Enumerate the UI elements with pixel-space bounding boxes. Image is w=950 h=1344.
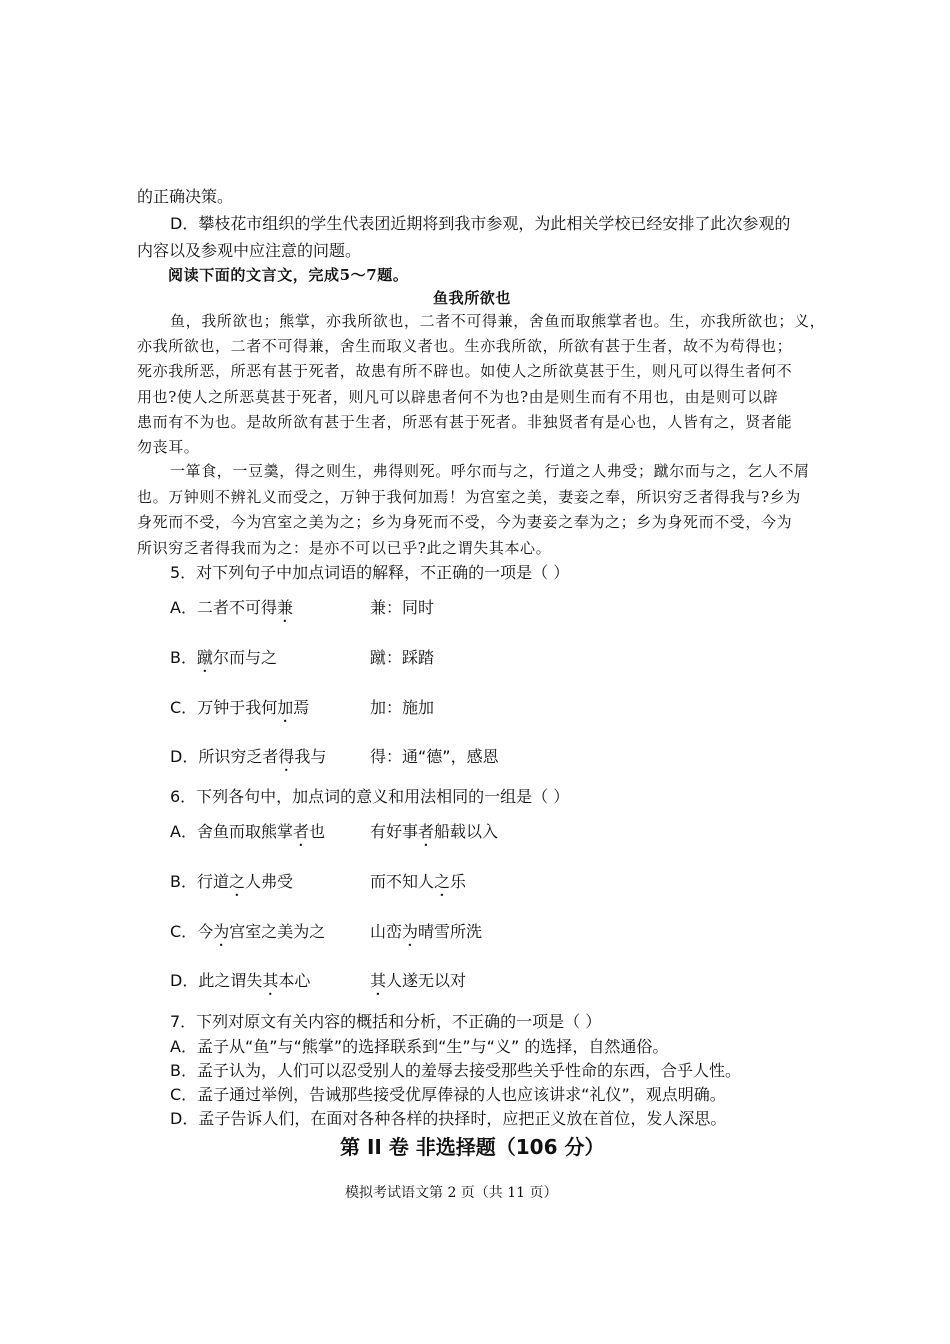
option-text: 舍鱼而取熊掌 (196, 822, 293, 841)
q6-option-d (170, 970, 310, 999)
q6-option-c-compare (370, 921, 482, 950)
passage-p2-line: 也。万钟则不辨礼义而受之，万钟于我何加焉！为宫室之美，妻妾之奉，所识穷乏者得我与?乡为 (137, 488, 801, 506)
q6-option-a (170, 821, 325, 850)
q7-option-d: D．孟子告诉人们，在面对各种各样的抉择时，应把正义放在首位，发人深思。 (170, 1109, 727, 1128)
dotted-word: 为 (402, 922, 419, 941)
option-letter: A． (170, 598, 197, 617)
option-text: 所识穷乏者 (198, 747, 279, 766)
passage-p1-line: 患而有不为也。是故所欲有甚于生者，所恶有甚于死者。非独贤者有是心也，人皆有之，贤者能 (137, 413, 793, 431)
dotted-word: 者 (418, 822, 435, 841)
q6-option-c (170, 921, 325, 950)
option-text: 万钟于我何 (197, 698, 278, 717)
q7-option-c: C．孟子通过举例，告诫那些接受优厚俸禄的人也应该讲求“礼仪”，观点明确。 (170, 1085, 726, 1104)
option-text: 人遂无以对 (386, 971, 467, 990)
option-letter: D． (170, 747, 199, 766)
option-text: 乐 (450, 872, 467, 891)
dotted-word: 加 (277, 698, 294, 717)
option-text: 尔而与之 (213, 648, 278, 667)
option-text: 船载以入 (434, 822, 499, 841)
option-letter: B． (170, 648, 197, 667)
dotted-word: 为 (213, 922, 230, 941)
passage-p2-line: 身死而不受，今为宫室之美为之；乡为身死而不受，今为妻妾之奉为之；乡为身死而不受，今为 (137, 513, 793, 531)
q5-option-a-gloss: 兼：同时 (370, 598, 435, 617)
dotted-word: 其 (262, 971, 279, 990)
previous-option-d-line2: 内容以及参观中应注意的问题。 (137, 241, 362, 260)
passage-p1-line: 死亦我所恶，所恶有甚于死者，故患有所不辟也。如使人之所欲莫甚于生，则凡可以得生者何不 (137, 362, 793, 380)
passage-p2-line: 一箪食，一豆羹，得之则生，弗得则死。呼尔而与之，行道之人弗受；蹴尔而与之，乞人不屑 (170, 462, 810, 480)
q5-option-c (170, 697, 309, 726)
dotted-word: 蹴 (196, 648, 213, 667)
option-text: 人弗受 (245, 872, 294, 891)
q5-option-b (170, 647, 277, 676)
dotted-word: 之 (434, 872, 451, 891)
passage-p2-line: 所识穷乏者得我而为之：是亦不可以已乎?此之谓失其本心。 (137, 539, 552, 557)
reading-instruction: 阅读下面的文言文，完成5～7题。 (168, 266, 409, 284)
q5-option-d (170, 746, 326, 775)
dotted-word: 者 (292, 822, 309, 841)
option-letter: C． (170, 922, 198, 941)
question-7-stem: 7．下列对原文有关内容的概括和分析，不正确的一项是（ ） (170, 1012, 602, 1031)
q6-option-a-compare (370, 821, 498, 850)
q5-option-b-gloss: 蹴：踩踏 (370, 648, 435, 667)
q7-option-b: B．孟子认为，人们可以忍受别人的羞辱去接受那些关乎性命的东西，合乎人性。 (170, 1061, 741, 1080)
option-letter: D． (170, 971, 199, 990)
option-text: 今 (197, 922, 214, 941)
q7-option-a: A．孟子从“鱼”与“熊掌”的选择联系到“生”与“义” 的选择，自然通俗。 (170, 1037, 669, 1056)
question-5-stem: 5．对下列句子中加点词语的解释，不正确的一项是（ ） (170, 563, 570, 582)
section-title: 第 II 卷 非选择题（106 分） (340, 1135, 605, 1159)
q5-option-d-gloss: 得：通“德”，感恩 (370, 747, 499, 766)
page-footer: 模拟考试语文第 2 页（共 11 页） (345, 1185, 558, 1201)
dotted-word: 兼 (276, 598, 293, 617)
q5-option-c-gloss: 加：施加 (370, 698, 435, 717)
option-text: 二者不可得 (196, 598, 277, 617)
passage-p1-line: 亦我所欲也，二者不可得兼，舍生而取义者也。生亦我所欲，所欲有甚于生者，故不为苟得也； (137, 337, 793, 355)
option-letter: C． (170, 698, 198, 717)
passage-p1-line: 用也?使人之所恶莫甚于死者，则凡可以辟患者何不为也?由是则生而有不用也，由是则可以辟 (137, 388, 779, 406)
previous-question-tail: 的正确决策。 (137, 187, 234, 206)
option-text: 宫室之美为之 (229, 922, 326, 941)
passage-p1-line: 勿丧耳。 (137, 438, 200, 456)
option-text: 此之谓失 (198, 971, 263, 990)
option-text: 本心 (278, 971, 311, 990)
option-text: 也 (308, 822, 325, 841)
option-text: 而不知人 (370, 872, 435, 891)
option-text: 我与 (294, 747, 327, 766)
dotted-word: 得 (278, 747, 295, 766)
option-text: 晴雪所洗 (418, 922, 483, 941)
dotted-word: 其 (370, 971, 387, 990)
option-text: 行道 (196, 872, 229, 891)
option-text: 焉 (293, 698, 310, 717)
question-6-stem: 6．下列各句中，加点词的意义和用法相同的一组是（ ） (170, 787, 570, 806)
previous-option-d-line1: D．攀枝花市组织的学生代表团近期将到我市参观，为此相关学校已经安排了此次参观的 (170, 214, 791, 233)
q6-option-b-compare (370, 871, 466, 900)
option-text: 山峦 (370, 922, 403, 941)
dotted-word: 之 (229, 872, 246, 891)
option-letter: B． (170, 872, 197, 891)
passage-p1-line: 鱼，我所欲也；熊掌，亦我所欲也，二者不可得兼，舍鱼而取熊掌者也。生，亦我所欲也；义， (170, 312, 826, 330)
q5-option-a (170, 597, 293, 626)
q6-option-b (170, 871, 293, 900)
q6-option-d-compare (370, 970, 466, 999)
option-letter: A． (170, 822, 197, 841)
option-text: 有好事 (370, 822, 419, 841)
passage-title: 鱼我所欲也 (433, 289, 512, 307)
